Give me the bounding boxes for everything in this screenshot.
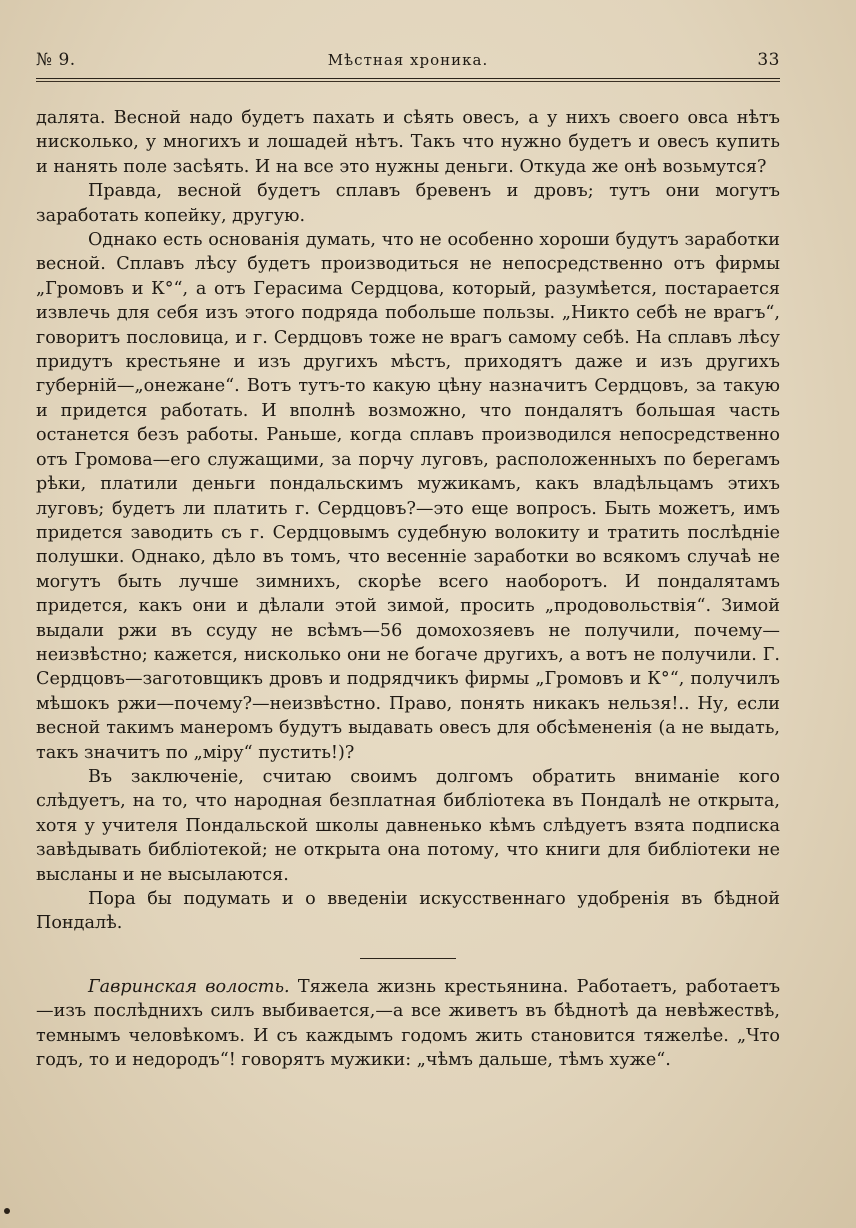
article-body [36, 106, 780, 1072]
section-title: Мѣстная хроника. [327, 51, 489, 69]
page-header [36, 50, 780, 76]
issue-number: № 9. [36, 50, 76, 70]
paragraph-1: далята. Весной надо будетъ пахать и сѣять овесъ, а у нихъ своего овса нѣтъ нисколько, у многихъ и лошадей нѣтъ. Такъ что нужно будетъ и овесъ купить и нанять поле засѣять. И на все это нужны деньги. Откуда же онѣ возьмутся? [36, 108, 780, 177]
section-heading: Гавринская волость. [88, 976, 290, 997]
paragraph-3: Однако есть основанія думать, что не особенно хороши будутъ заработки весной. Сплавъ лѣсу будетъ производиться не непосредственно отъ фирмы „Громовъ и К°“, а отъ Герасима Сердцова, который, разумѣется, постарается извлечь для себя изъ этого подряда побольше пользы. „Никто себѣ не врагъ“, говоритъ пословица, и г. Сердцовъ тоже не врагъ самому себѣ. На сплавъ лѣсу придутъ крестьяне и изъ другихъ мѣстъ, приходятъ даже и изъ другихъ губерній—„онежане“. Вотъ тутъ-то какую цѣну назначитъ Сердцовъ, за такую и придется работать. И вполнѣ возможно, что пондалятъ большая часть останется безъ работы. Раньше, когда сплавъ производился непосредственно отъ Громова—его служащими, за порчу луговъ, расположенныхъ по берегамъ рѣки, платили деньги пондальскимъ мужикамъ, какъ владѣльцамъ этихъ луговъ; будетъ ли платить г. Сердцовъ?—это еще вопросъ. Быть можетъ, имъ придется заводить съ г. Сердцовымъ судебную волокиту и тратить послѣдніе полушки. Однако, дѣло въ томъ, что весенніе заработки во всякомъ случаѣ не могутъ быть лучше зимнихъ, скорѣе всего наоборотъ. И пондалятамъ придется, какъ они и дѣлали этой зимой, просить „продовольствія“. Зимой выдали ржи въ ссуду не всѣмъ—56 домохозяевъ не получили, почему—неизвѣстно; кажется, нисколько они не богаче другихъ, а вотъ не получили. Г. Сердцовъ—заготовщикъ дровъ и подрядчикъ фирмы „Громовъ и К°“, получилъ мѣшокъ ржи—почему?—неизвѣстно. Право, понять никакъ нельзя!.. Ну, если весной такимъ манеромъ будутъ выдавать овесъ для обсѣмененія (а не выдать, такъ значитъ по „міру“ пустить!)? [36, 230, 780, 763]
paragraph-6 [36, 975, 780, 1073]
header-rule-thin [36, 81, 780, 82]
page-number: 33 [757, 50, 780, 70]
header-rule [36, 78, 780, 79]
section-text: Тяжела жизнь крестьянина. Работаетъ, работаетъ—изъ послѣднихъ силъ выбивается,—а все живетъ въ бѣднотѣ да невѣжествѣ, темнымъ человѣкомъ. И съ каждымъ годомъ жить становится тяжелѣе. „Что годъ, то и недородъ“! говорятъ мужики: „чѣмъ дальше, тѣмъ хуже“. [36, 976, 781, 1071]
paragraph-2: Правда, весной будетъ сплавъ бревенъ и дровъ; тутъ они могутъ заработать копейку, другую. [36, 181, 780, 226]
ink-spot [4, 1208, 10, 1214]
paragraph-5: Пора бы подумать и о введеніи искусственнаго удобренія въ бѣдной Пондалѣ. [36, 889, 780, 934]
section-separator [360, 958, 456, 959]
paragraph-4: Въ заключеніе, считаю своимъ долгомъ обратить вниманіе кого слѣдуетъ, на то, что народная безплатная библіотека въ Пондалѣ не открыта, хотя у учителя Пондальской школы давненько кѣмъ слѣдуетъ взята подписка завѣдывать библіотекой; не открыта она потому, что книги для библіотеки не высланы и не высылаются. [36, 766, 780, 885]
